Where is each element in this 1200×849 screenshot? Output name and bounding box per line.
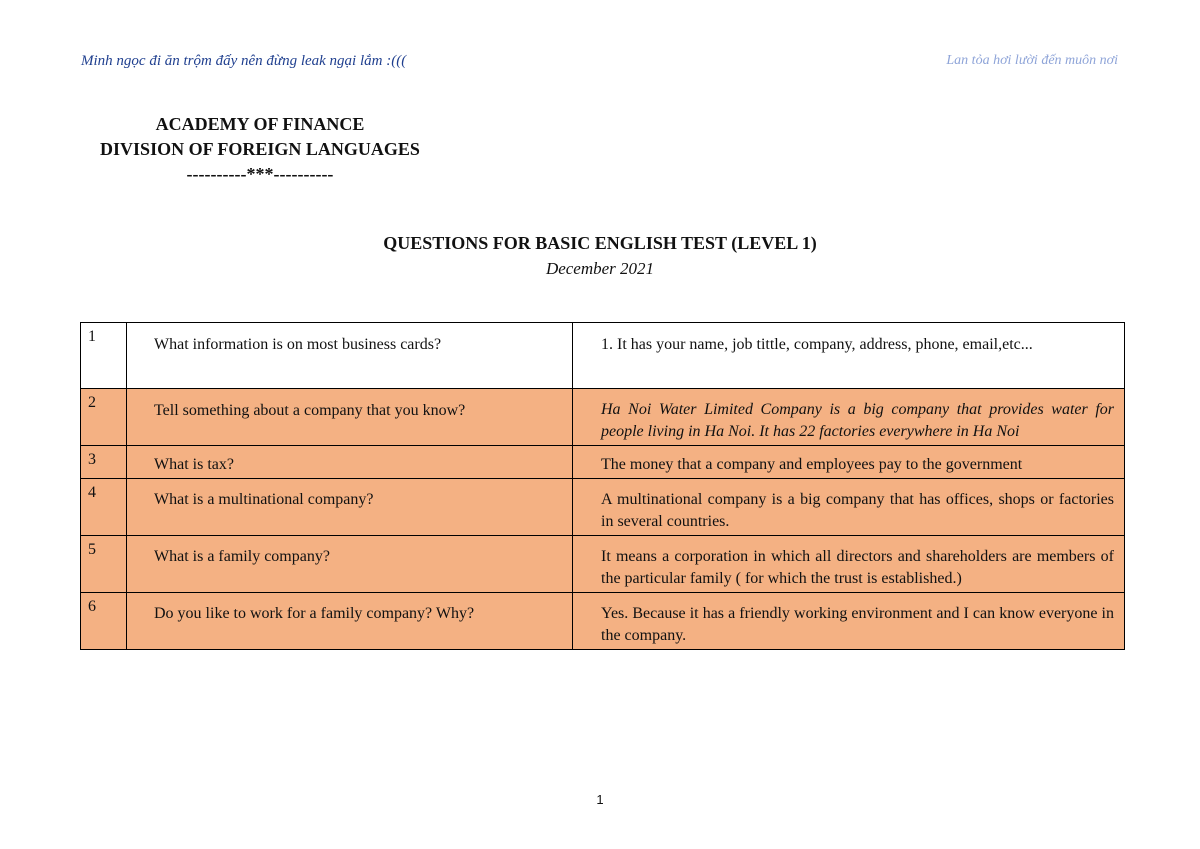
question-number: 1 — [81, 323, 127, 389]
questions-table — [80, 322, 1125, 650]
question-number: 6 — [81, 593, 127, 650]
page-number: 1 — [596, 792, 604, 807]
question-number: 3 — [81, 446, 127, 479]
question-text: Do you like to work for a family company? Why? — [127, 593, 573, 650]
answer-text: Yes. Because it has a friendly working environment and I can know everyone in the company. — [573, 593, 1125, 650]
answer-text: A multinational company is a big company that has offices, shops or factories in several countries. — [573, 479, 1125, 536]
question-text: What is tax? — [127, 446, 573, 479]
answer-text: 1. It has your name, job tittle, company, address, phone, email,etc... — [573, 323, 1125, 389]
table-row — [81, 446, 1125, 479]
question-number: 4 — [81, 479, 127, 536]
table-row — [81, 479, 1125, 536]
table-row — [81, 323, 1125, 389]
question-text: What is a multinational company? — [127, 479, 573, 536]
document-title: QUESTIONS FOR BASIC ENGLISH TEST (LEVEL 1) — [383, 233, 817, 253]
division-name: DIVISION OF FOREIGN LANGUAGES — [100, 139, 420, 159]
header-note-left: Minh ngọc đi ăn trộm đấy nên đừng leak ngại lắm :((( — [81, 53, 407, 69]
table-row — [81, 593, 1125, 650]
separator: ----------***---------- — [186, 164, 334, 184]
question-text: Tell something about a company that you know? — [127, 389, 573, 446]
header-note-right: Lan tỏa hơi lười đến muôn nơi — [946, 53, 1118, 68]
document-date: December 2021 — [545, 259, 655, 278]
question-number: 5 — [81, 536, 127, 593]
question-text: What is a family company? — [127, 536, 573, 593]
answer-text: Ha Noi Water Limited Company is a big company that provides water for people living in Ha Noi. It has 22 factories everywhere in Ha Noi — [573, 389, 1125, 446]
question-text: What information is on most business cards? — [127, 323, 573, 389]
organization-block — [80, 112, 440, 187]
question-number: 2 — [81, 389, 127, 446]
answer-text: It means a corporation in which all directors and shareholders are members of the particular family ( for which the trust is established.) — [573, 536, 1125, 593]
answer-text: The money that a company and employees pay to the government — [573, 446, 1125, 479]
title-block — [0, 231, 1200, 281]
table-row — [81, 536, 1125, 593]
table-row — [81, 389, 1125, 446]
organization-name: ACADEMY OF FINANCE — [155, 114, 365, 134]
